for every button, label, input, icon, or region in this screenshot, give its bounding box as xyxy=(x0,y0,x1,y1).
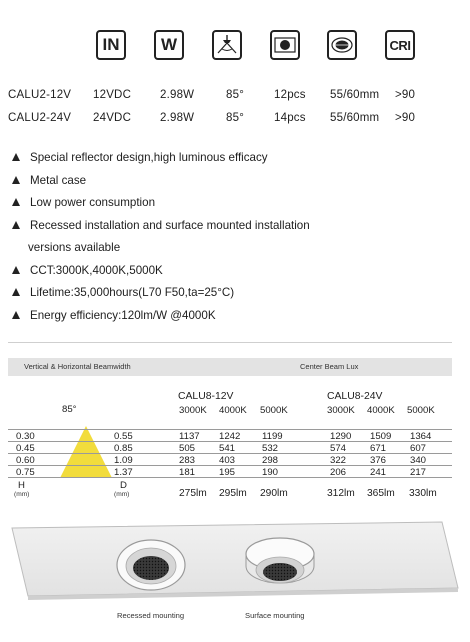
feature-item xyxy=(12,219,310,232)
feature-item xyxy=(12,264,163,277)
model: CALU2-12V xyxy=(8,89,72,101)
cct-header: 5000K xyxy=(407,405,435,416)
d-label: D xyxy=(120,480,127,491)
cct-header: 3000K xyxy=(327,405,355,416)
lux-12v: 181 xyxy=(179,467,196,478)
lux-24v: 1364 xyxy=(410,431,432,442)
lux-12v: 541 xyxy=(219,443,236,454)
lumen-24v: 365lm xyxy=(367,488,395,499)
cri-value: >90 xyxy=(395,112,416,124)
cct-header: 4000K xyxy=(367,405,395,416)
feature-text: Recessed installation and surface mounted installation xyxy=(30,219,310,232)
lux-12v: 1137 xyxy=(179,431,200,442)
model: CALU2-24V xyxy=(8,112,72,124)
lux-24v: 671 xyxy=(370,443,387,454)
lux-24v: 322 xyxy=(330,455,347,466)
feature-item xyxy=(12,174,86,187)
bullet-triangle-icon xyxy=(12,266,20,274)
lux-12v: 1242 xyxy=(219,431,241,442)
divider xyxy=(8,342,452,343)
bullet-triangle-icon xyxy=(12,221,20,229)
power: 2.98W xyxy=(160,112,195,124)
lux-12v: 298 xyxy=(262,455,279,466)
h-value: 0.45 xyxy=(16,443,35,454)
surface-caption: Surface mounting xyxy=(245,611,305,620)
d-value: 1.37 xyxy=(114,467,133,478)
lux-24v: 574 xyxy=(330,443,347,454)
voltage: 12VDC xyxy=(93,89,132,101)
installation-illustration xyxy=(10,518,460,608)
bullet-triangle-icon xyxy=(12,288,20,296)
cct-header: 5000K xyxy=(260,405,288,416)
feature-text: Low power consumption xyxy=(30,196,156,209)
d-value: 0.85 xyxy=(114,443,133,454)
h-value: 0.75 xyxy=(16,467,35,478)
cri-value: >90 xyxy=(395,89,416,101)
power: 2.98W xyxy=(160,89,195,101)
lux-24v: 241 xyxy=(370,467,387,478)
cutout-size: 55/60mm xyxy=(330,112,380,124)
bullet-triangle-icon xyxy=(12,198,20,206)
feature-item xyxy=(12,151,268,164)
lux-24v: 340 xyxy=(410,455,427,466)
feature-item xyxy=(12,309,216,322)
lux-24v: 376 xyxy=(370,455,387,466)
lux-12v: 505 xyxy=(179,443,196,454)
h-value: 0.60 xyxy=(16,455,35,466)
d-value: 0.55 xyxy=(114,431,133,442)
lumen-24v: 312lm xyxy=(327,488,355,499)
lux-12v: 1199 xyxy=(262,431,283,442)
lux-12v: 532 xyxy=(262,443,279,454)
group-24v-label: CALU8-24V xyxy=(327,391,383,402)
lumen-12v: 275lm xyxy=(179,488,207,499)
bullet-triangle-icon xyxy=(12,153,20,161)
feature-item xyxy=(12,286,234,299)
beamwidth-heading: Vertical & Horizontal Beamwidth xyxy=(24,362,131,371)
feature-text: Special reflector design,high luminous efficacy xyxy=(30,151,268,164)
cri-icon: CRI xyxy=(385,30,415,60)
lux-24v: 206 xyxy=(330,467,347,478)
row-divider xyxy=(8,429,452,430)
beam-angle-icon xyxy=(212,30,242,60)
beam-angle-label: 85° xyxy=(62,404,77,415)
feature-item xyxy=(12,196,155,209)
bullet-triangle-icon xyxy=(12,176,20,184)
in-icon: IN xyxy=(96,30,126,60)
feature-text: versions available xyxy=(28,241,121,254)
cutout-size: 55/60mm xyxy=(330,89,380,101)
lux-12v: 190 xyxy=(262,467,279,478)
feature-continuation xyxy=(28,241,120,254)
feature-text: CCT:3000K,4000K,5000K xyxy=(30,264,163,277)
lumen-24v: 330lm xyxy=(409,488,437,499)
h-unit: (mm) xyxy=(14,491,30,498)
led-count: 12pcs xyxy=(274,89,306,101)
d-value: 1.09 xyxy=(114,455,133,466)
lux-24v: 607 xyxy=(410,443,427,454)
beam-table-header xyxy=(8,358,452,376)
lux-24v: 1290 xyxy=(330,431,352,442)
w-icon: W xyxy=(154,30,184,60)
group-12v-label: CALU8-12V xyxy=(178,391,234,402)
d-unit: (mm) xyxy=(114,491,130,498)
lux-24v: 217 xyxy=(410,467,427,478)
lumen-12v: 290lm xyxy=(260,488,288,499)
feature-text: Metal case xyxy=(30,174,87,187)
beam-angle: 85° xyxy=(226,112,244,124)
voltage: 24VDC xyxy=(93,112,132,124)
h-label: H xyxy=(18,480,25,491)
feature-text: Lifetime:35,000hours(L70 F50,ta=25°C) xyxy=(30,286,235,299)
feature-text: Energy efficiency:120lm/W @4000K xyxy=(30,309,216,322)
lux-24v: 1509 xyxy=(370,431,392,442)
led-count: 14pcs xyxy=(274,112,306,124)
lux-12v: 195 xyxy=(219,467,236,478)
cct-header: 3000K xyxy=(179,405,207,416)
lumen-12v: 295lm xyxy=(219,488,247,499)
cct-header: 4000K xyxy=(219,405,247,416)
beam-angle: 85° xyxy=(226,89,244,101)
lux-12v: 403 xyxy=(219,455,236,466)
recessed-caption: Recessed mounting xyxy=(117,611,185,620)
size-icon xyxy=(327,30,357,60)
lux-heading: Center Beam Lux xyxy=(300,362,359,371)
bullet-triangle-icon xyxy=(12,311,20,319)
h-value: 0.30 xyxy=(16,431,35,442)
lux-12v: 283 xyxy=(179,455,196,466)
cutout-icon xyxy=(270,30,300,60)
